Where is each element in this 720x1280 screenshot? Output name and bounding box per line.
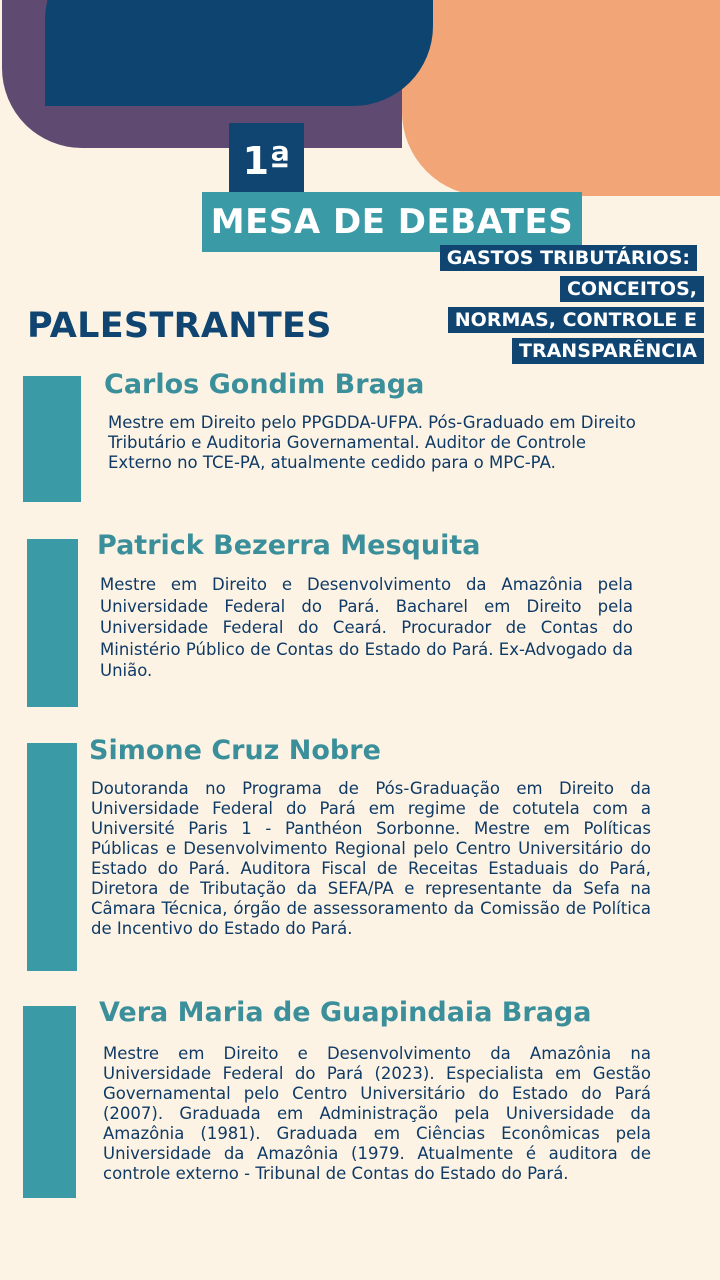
speaker-name: Vera Maria de Guapindaia Braga [99,997,592,1028]
decorative-shape-navy [45,0,433,106]
speaker-accent-bar [27,743,77,971]
event-title: MESA DE DEBATES [210,202,574,242]
subtitle-line: TRANSPARÊNCIA [512,338,704,364]
section-heading: PALESTRANTES [27,306,332,346]
speaker-name: Patrick Bezerra Mesquita [97,530,481,561]
speaker-accent-bar [27,539,78,707]
event-ordinal: 1ª [242,138,291,183]
speaker-name: Carlos Gondim Braga [104,369,425,400]
speaker-accent-bar [23,1006,76,1198]
event-subtitle [312,243,704,367]
subtitle-line: GASTOS TRIBUTÁRIOS: CONCEITOS, [440,245,704,302]
event-ordinal-badge [229,123,304,198]
speaker-name: Simone Cruz Nobre [89,735,381,766]
speaker-bio: Mestre em Direito e Desenvolvimento da Amazônia pela Universidade Federal do Pará. Bacharel em Direito pela Universidade Federal do Ceará. Procurador de Contas do Ministério Público de Contas do Estado do Pará. Ex-Advogado da União. [100,575,633,680]
speaker-bio: Mestre em Direito pelo PPGDDA-UFPA. Pós-Graduado em Direito Tributário e Auditoria Governamental. Auditor de Controle Externo no TCE-PA, atualmente cedido para o MPC-PA. [108,413,636,472]
speaker-bio: Mestre em Direito e Desenvolvimento da Amazônia na Universidade Federal do Pará (2023). Especialista em Gestão Governamental pelo Centro Universitário do Estado do Pará (2007). Graduada em Administração pela Universidade da Amazônia (1981). Graduada em Ciências Econômicas pela Universidade da Amazônia (1979. Atualmente é auditora de controle externo - Tribunal de Contas do Estado do Pará. [103,1044,651,1183]
speaker-accent-bar [23,376,81,502]
subtitle-line: NORMAS, CONTROLE E [448,307,704,333]
decorative-shape-orange [402,0,720,196]
speaker-bio: Doutoranda no Programa de Pós-Graduação em Direito da Universidade Federal do Pará em regime de cotutela com a Université Paris 1 - Panthéon Sorbonne. Mestre em Políticas Públicas e Desenvolvimento Regional pelo Centro Universitário do Estado do Pará. Auditora Fiscal de Receitas Estaduais do Pará, Diretora de Tributação da SEFA/PA e representante da Sefa na Câmara Técnica, órgão de assessoramento da Comissão de Política de Incentivo do Estado do Pará. [91,779,651,938]
